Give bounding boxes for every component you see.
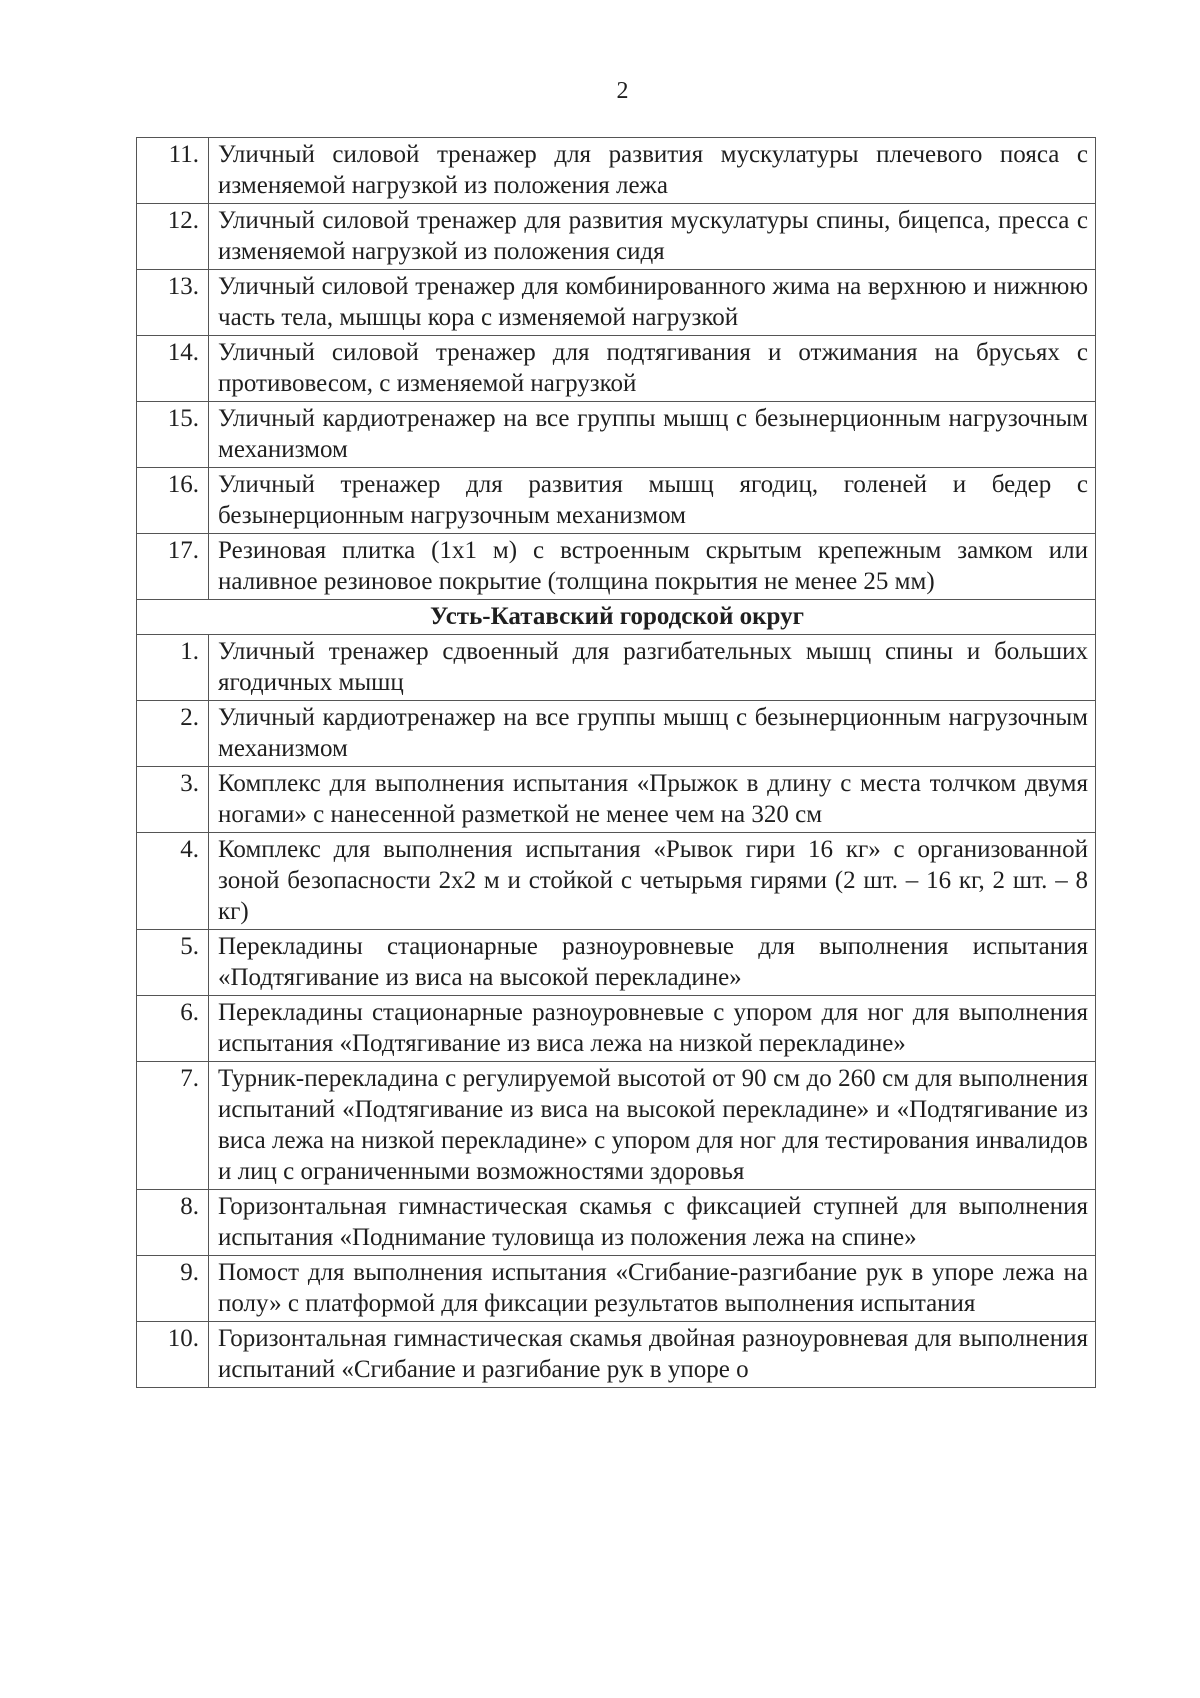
row-number: 12.: [137, 204, 209, 270]
section-header-row: [137, 600, 1096, 635]
table-row: [137, 833, 1096, 930]
table-row: [137, 270, 1096, 336]
row-number: 4.: [137, 833, 209, 930]
row-text: Уличный силовой тренажер для комбинированного жима на верхнюю и нижнюю часть тела, мышцы кора с изменяемой нагрузкой: [209, 270, 1096, 336]
row-number: 17.: [137, 534, 209, 600]
row-text: Горизонтальная гимнастическая скамья двойная разноуровневая для выполнения испытаний «Сгибание и разгибание рук в упоре о: [209, 1322, 1096, 1388]
section-title: Усть-Катавский городской округ: [137, 600, 1096, 635]
row-text: Уличный кардиотренажер на все группы мышц с безынерционным нагрузочным механизмом: [209, 402, 1096, 468]
row-text: Горизонтальная гимнастическая скамья с фиксацией ступней для выполнения испытания «Поднимание туловища из положения лежа на спине»: [209, 1190, 1096, 1256]
row-number: 16.: [137, 468, 209, 534]
row-number: 13.: [137, 270, 209, 336]
row-number: 3.: [137, 767, 209, 833]
table-row: [137, 468, 1096, 534]
table-row: [137, 402, 1096, 468]
row-text: Уличный силовой тренажер для развития мускулатуры спины, бицепса, пресса с изменяемой нагрузкой из положения сидя: [209, 204, 1096, 270]
row-number: 7.: [137, 1062, 209, 1190]
row-number: 2.: [137, 701, 209, 767]
row-number: 6.: [137, 996, 209, 1062]
row-text: Перекладины стационарные разноуровневые для выполнения испытания «Подтягивание из виса на высокой перекладине»: [209, 930, 1096, 996]
row-number: 9.: [137, 1256, 209, 1322]
row-number: 10.: [137, 1322, 209, 1388]
row-text: Уличный силовой тренажер для подтягивания и отжимания на брусьях с противовесом, с изменяемой нагрузкой: [209, 336, 1096, 402]
table-row: [137, 1322, 1096, 1388]
table-row: [137, 1062, 1096, 1190]
row-number: 5.: [137, 930, 209, 996]
row-text: Перекладины стационарные разноуровневые с упором для ног для выполнения испытания «Подтягивание из виса лежа на низкой перекладине»: [209, 996, 1096, 1062]
row-text: Турник-перекладина с регулируемой высотой от 90 см до 260 см для выполнения испытаний «Подтягивание из виса на высокой перекладине» и «Подтягивание из виса лежа на низкой перекладине» с упором для ног для тестирования инвалидов и лиц с ограниченными возможностями здоровья: [209, 1062, 1096, 1190]
equipment-table: [136, 137, 1096, 1388]
row-number: 1.: [137, 635, 209, 701]
row-text: Уличный тренажер сдвоенный для разгибательных мышц спины и больших ягодичных мышц: [209, 635, 1096, 701]
table-row: [137, 138, 1096, 204]
row-text: Комплекс для выполнения испытания «Рывок гири 16 кг» с организованной зоной безопасности 2х2 м и стойкой с четырьмя гирями (2 шт. – 16 кг, 2 шт. – 8 кг): [209, 833, 1096, 930]
row-number: 14.: [137, 336, 209, 402]
table-row: [137, 635, 1096, 701]
row-number: 8.: [137, 1190, 209, 1256]
table-row: [137, 1256, 1096, 1322]
row-text: Комплекс для выполнения испытания «Прыжок в длину с места толчком двумя ногами» с нанесенной разметкой не менее чем на 320 см: [209, 767, 1096, 833]
page-number: 2: [616, 78, 629, 104]
row-number: 11.: [137, 138, 209, 204]
table-row: [137, 1190, 1096, 1256]
row-text: Уличный тренажер для развития мышц ягодиц, голеней и бедер с безынерционным нагрузочным механизмом: [209, 468, 1096, 534]
row-text: Резиновая плитка (1х1 м) с встроенным скрытым крепежным замком или наливное резиновое покрытие (толщина покрытия не менее 25 мм): [209, 534, 1096, 600]
table-row: [137, 767, 1096, 833]
table-row: [137, 204, 1096, 270]
row-text: Уличный кардиотренажер на все группы мышц с безынерционным нагрузочным механизмом: [209, 701, 1096, 767]
row-number: 15.: [137, 402, 209, 468]
table-row: [137, 930, 1096, 996]
table-row: [137, 534, 1096, 600]
table-row: [137, 336, 1096, 402]
row-text: Помост для выполнения испытания «Сгибание-разгибание рук в упоре лежа на полу» с платформой для фиксации результатов выполнения испытания: [209, 1256, 1096, 1322]
table-row: [137, 701, 1096, 767]
table-row: [137, 996, 1096, 1062]
row-text: Уличный силовой тренажер для развития мускулатуры плечевого пояса с изменяемой нагрузкой из положения лежа: [209, 138, 1096, 204]
